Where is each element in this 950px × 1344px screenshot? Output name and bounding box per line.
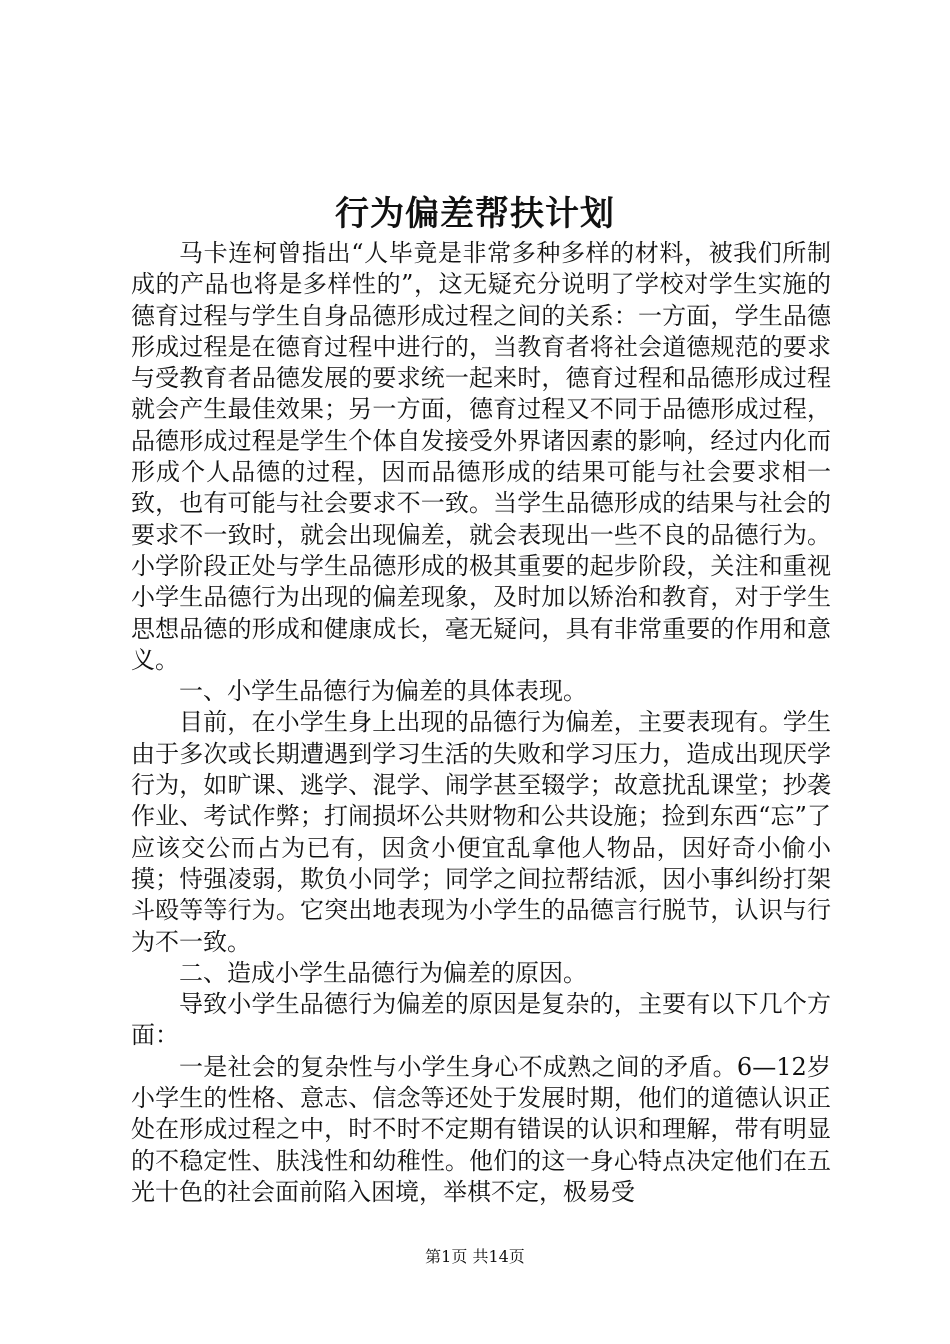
paragraph-section-1: 目前，在小学生身上出现的品德行为偏差，主要表现有。学生由于多次或长期遭遇到学习生活的失败和学习压力，造成出现厌学行为，如旷课、逃学、混学、闹学甚至辍学；故意扰乱课堂；抄袭作业、考试作弊；打闹损坏公共财物和公共设施；捡到东西“忘”了应该交公而占为已有，因贪小便宜乱拿他人物品，因好奇小偷小摸；恃强凌弱，欺负小同学；同学之间拉帮结派，因小事纠纷打架斗殴等等行为。它突出地表现为小学生的品德言行脱节，认识与行为不一致。 (131, 708, 831, 956)
page-number-footer: 第1页 共14页 (425, 1247, 525, 1266)
paragraph-section-2-point-1: 一是社会的复杂性与小学生身心不成熟之间的矛盾。6—12岁小学生的性格、意志、信念等还处于发展时期，他们的道德认识正处在形成过程之中，时不时不定期有错误的认识和理解，带有明显的不稳定性、肤浅性和幼稚性。他们的这一身心特点决定他们在五光十色的社会面前陷入困境，举棋不定，极易受 (131, 1052, 831, 1206)
heading-section-1: 一、小学生品德行为偏差的具体表现。 (179, 677, 587, 706)
paragraph-section-2-intro: 导致小学生品德行为偏差的原因是复杂的，主要有以下几个方面： (131, 990, 831, 1050)
document-title: 行为偏差帮扶计划 (335, 194, 615, 234)
heading-section-2: 二、造成小学生品德行为偏差的原因。 (179, 958, 587, 987)
document-body (131, 238, 831, 1208)
paragraph-intro: 马卡连柯曾指出“人毕竟是非常多种多样的材料，被我们所制成的产品也将是多样性的”，这无疑充分说明了学校对学生实施的德育过程与学生自身品德形成过程之间的关系：一方面，学生品德形成过程是在德育过程中进行的，当教育者将社会道德规范的要求与受教育者品德发展的要求统一起来时，德育过程和品德形成过程就会产生最佳效果；另一方面，德育过程又不同于品德形成过程，品德形成过程是学生个体自发接受外界诸因素的影响，经过内化而形成个人品德的过程，因而品德形成的结果可能与社会要求相一致，也有可能与社会要求不一致。当学生品德形成的结果与社会的要求不一致时，就会出现偏差，就会表现出一些不良的品德行为。小学阶段正处与学生品德形成的极其重要的起步阶段，关注和重视小学生品德行为出现的偏差现象，及时加以矫治和教育，对于学生思想品德的形成和健康成长，毫无疑问，具有非常重要的作用和意义。 (131, 239, 831, 674)
